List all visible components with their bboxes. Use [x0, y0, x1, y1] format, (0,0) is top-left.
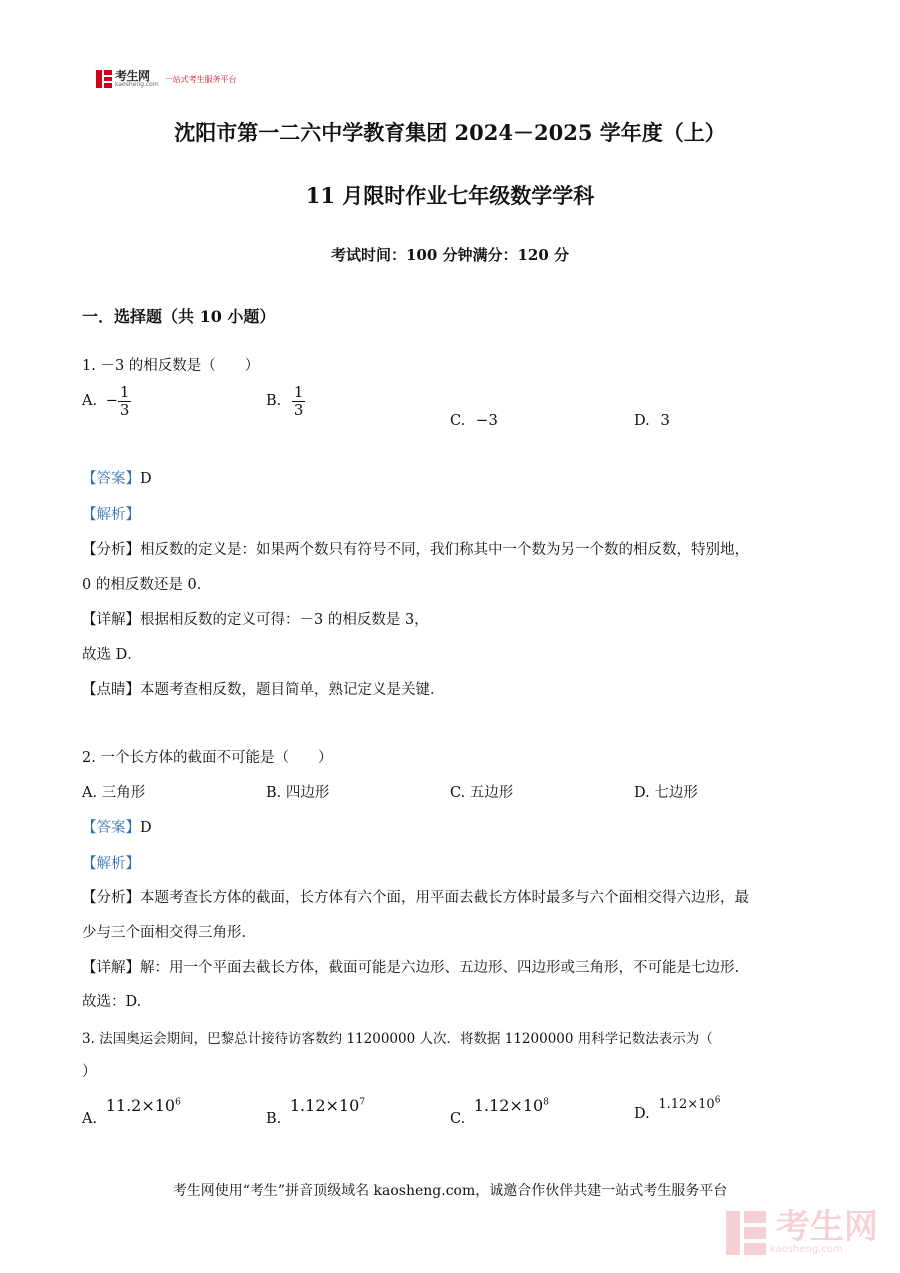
- q1-option-b: B. $\frac{1}{3}$: [266, 383, 304, 419]
- q1-option-d: D. 3: [634, 411, 670, 429]
- watermark-name: 考生网: [776, 1207, 878, 1247]
- page-title: 沈阳市第一二六中学教育集团 2024－2025 学年度（上）: [174, 120, 726, 145]
- q2-detail: 【详解】解：用一个平面去截长方体，截面可能是六边形、五边形、四边形或三角形，不可能是七边形.: [82, 960, 740, 976]
- q2-option-c: C. 五边形: [450, 785, 514, 801]
- q1-choose: 故选 D．: [82, 647, 142, 663]
- q1-analysis-tag: 【解析】: [82, 507, 140, 523]
- q2-fenxi-cont: 少与三个面相交得三角形.: [82, 925, 247, 941]
- q3-stem: 3. 法国奥运会期间，巴黎总计接待访客数约 11200000 人次．将数据 11200000 用科学记数法表示为（: [82, 1031, 713, 1047]
- q2-choose: 故选：D.: [82, 994, 142, 1010]
- logo-name: 考生网: [115, 69, 150, 83]
- q2-analysis-tag: 【解析】: [82, 856, 140, 872]
- q1-fenxi-cont: 0 的相反数还是 0.: [82, 577, 202, 593]
- watermark-domain: kaosheng.com: [770, 1244, 843, 1255]
- watermark: [726, 1207, 878, 1255]
- q1-stem: 1. －3 的相反数是（ ）: [82, 358, 260, 374]
- q2-option-b: B. 四边形: [266, 785, 330, 801]
- q3-stem-cont: ）: [82, 1064, 97, 1080]
- q3-option-c: C. $1.12\times 10^8$: [450, 1096, 549, 1127]
- logo-domain: kaosheng.com: [115, 81, 159, 88]
- logo-icon: [96, 70, 112, 88]
- q2-answer: 【答案】D: [82, 820, 152, 836]
- exam-info: 考试时间：100 分钟满分：120 分: [330, 246, 570, 264]
- logo-slogan: 一站式考生服务平台: [164, 74, 237, 84]
- q3-option-d: D. $1.12\times 10^6$: [634, 1096, 721, 1123]
- q1-detail: 【详解】根据相反数的定义可得：－3 的相反数是 3，: [82, 612, 429, 628]
- page-subtitle: 11 月限时作业七年级数学学科: [305, 183, 595, 208]
- q2-option-a: A. 三角形: [82, 785, 146, 801]
- q3-option-a: A. $11.2\times 10^6$: [82, 1096, 181, 1127]
- q2-fenxi: 【分析】本题考查长方体的截面，长方体有六个面，用平面去截长方体时最多与六个面相交得六边形，最: [82, 890, 749, 906]
- site-logo: [96, 70, 237, 88]
- q1-answer: 【答案】D: [82, 471, 152, 487]
- section-title: 一．选择题（共 10 小题）: [82, 307, 276, 326]
- q3-option-b: B. $1.12\times 10^7$: [266, 1096, 365, 1127]
- q1-option-a: A. − $\frac{1}{3}$: [82, 383, 130, 419]
- q1-comment: 【点睛】本题考查相反数，题目简单，熟记定义是关键．: [82, 682, 445, 698]
- q2-stem: 2. 一个长方体的截面不可能是（ ）: [82, 750, 333, 766]
- q2-option-d: D. 七边形: [634, 785, 698, 801]
- page-footer: 考生网使用“考生”拼音顶级域名 kaosheng.com，诚邀合作伙伴共建一站式考生服务平台: [172, 1183, 728, 1199]
- q1-fenxi: 【分析】相反数的定义是：如果两个数只有符号不同，我们称其中一个数为另一个数的相反数，特别地，: [82, 542, 749, 558]
- watermark-logo-icon: [726, 1211, 766, 1255]
- q1-option-c: C. −3: [450, 411, 498, 429]
